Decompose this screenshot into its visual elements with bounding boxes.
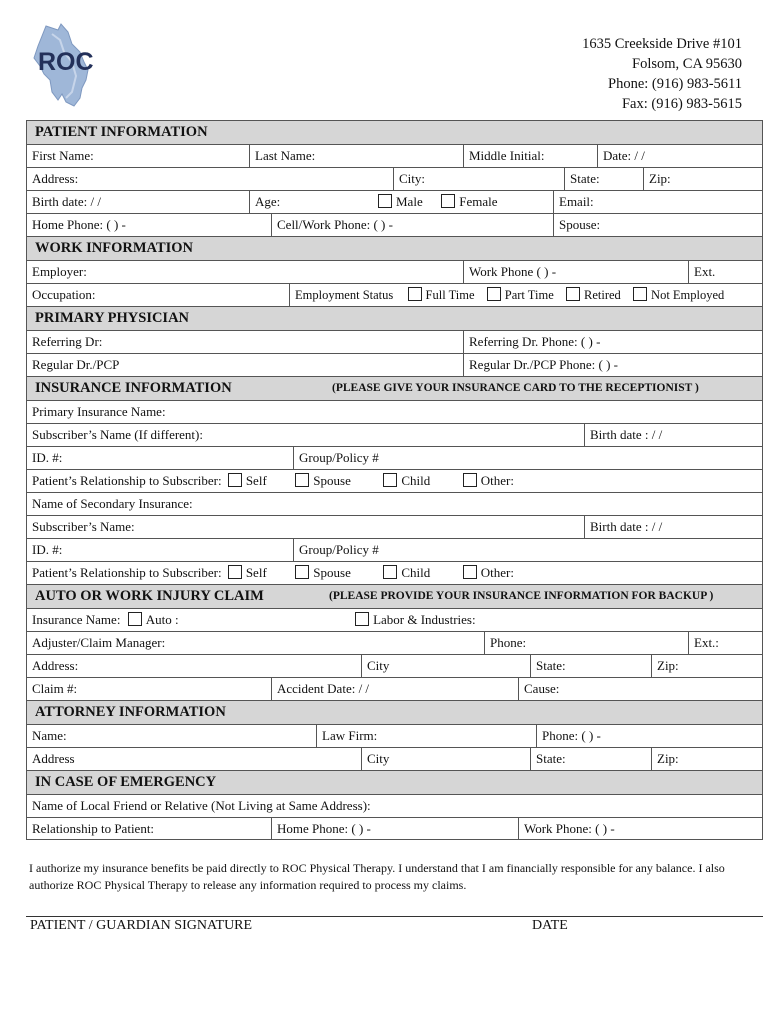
child-checkbox[interactable] xyxy=(383,565,397,579)
signature-date-label: DATE xyxy=(532,918,568,933)
adjuster-ext-field[interactable]: Ext.: xyxy=(688,632,762,654)
insurance-row-relationship-2 xyxy=(26,561,763,584)
female-checkbox[interactable] xyxy=(441,194,455,208)
logo-map-icon xyxy=(28,22,108,108)
email-field[interactable]: Email: xyxy=(553,191,762,213)
emergency-work-phone-field[interactable]: Work Phone: ( ) - xyxy=(518,818,762,839)
age-field[interactable]: Age: xyxy=(249,191,373,213)
labor-industries-checkbox[interactable] xyxy=(355,612,369,626)
patient-row-address xyxy=(26,167,763,190)
gender-options xyxy=(373,191,553,213)
work-row-occupation xyxy=(26,283,763,306)
patient-row-phone xyxy=(26,213,763,236)
intake-form xyxy=(26,120,763,840)
secondary-id-field[interactable]: ID. #: xyxy=(32,542,63,557)
auto-row-adjuster xyxy=(26,631,763,654)
state-field[interactable]: State: xyxy=(564,168,643,190)
attorney-row-address xyxy=(26,747,763,770)
secondary-group-policy-field[interactable]: Group/Policy # xyxy=(293,539,762,561)
emergency-row-relationship xyxy=(26,817,763,840)
full-time-checkbox[interactable] xyxy=(408,287,422,301)
attorney-address-field[interactable]: Address xyxy=(32,751,75,766)
occupation-field[interactable]: Occupation: xyxy=(32,287,96,302)
section-insurance-information xyxy=(26,376,763,400)
city-field[interactable]: City: xyxy=(393,168,564,190)
auto-label: Auto : xyxy=(145,612,179,627)
insurance-name-label: Insurance Name: xyxy=(32,612,121,627)
claim-state-field[interactable]: State: xyxy=(530,655,651,677)
referring-dr-field[interactable]: Referring Dr: xyxy=(32,334,103,349)
full-time-label: Full Time xyxy=(425,288,475,302)
attorney-zip-field[interactable]: Zip: xyxy=(651,748,762,770)
female-label: Female xyxy=(459,194,498,209)
child-label: Child xyxy=(401,565,431,580)
section-title: WORK INFORMATION xyxy=(35,240,194,256)
emergency-contact-field[interactable]: Name of Local Friend or Relative (Not Living at Same Address): xyxy=(32,798,371,813)
section-emergency xyxy=(26,770,763,794)
relationship-options xyxy=(27,470,762,492)
emergency-home-phone-field[interactable]: Home Phone: ( ) - xyxy=(271,818,518,839)
section-title: AUTO OR WORK INJURY CLAIM xyxy=(35,588,264,604)
adjuster-phone-field[interactable]: Phone: xyxy=(484,632,688,654)
subscriber-name-field[interactable]: Subscriber’s Name (If different): xyxy=(32,427,203,442)
home-phone-field[interactable]: Home Phone: ( ) - xyxy=(32,217,126,232)
child-checkbox[interactable] xyxy=(383,473,397,487)
insurance-id-field[interactable]: ID. #: xyxy=(32,450,63,465)
claim-type-options xyxy=(27,609,762,631)
physician-row-regular xyxy=(26,353,763,376)
attorney-phone-field[interactable]: Phone: ( ) - xyxy=(536,725,762,747)
other-checkbox[interactable] xyxy=(463,565,477,579)
section-title: PATIENT INFORMATION xyxy=(35,124,208,140)
clinic-phone: Phone: (916) 983-5611 xyxy=(608,76,742,92)
zip-field[interactable]: Zip: xyxy=(643,168,762,190)
child-label: Child xyxy=(401,473,431,488)
spouse-checkbox[interactable] xyxy=(295,473,309,487)
other-checkbox[interactable] xyxy=(463,473,477,487)
backup-note: (PLEASE PROVIDE YOUR INSURANCE INFORMATION FOR BACKUP ) xyxy=(329,590,714,602)
physician-row-referring xyxy=(26,330,763,353)
labor-industries-label: Labor & Industries: xyxy=(373,612,476,627)
attorney-name-field[interactable]: Name: xyxy=(32,728,67,743)
clinic-address xyxy=(582,34,742,114)
auto-row-claim xyxy=(26,677,763,700)
primary-insurance-name-field[interactable]: Primary Insurance Name: xyxy=(32,404,166,419)
self-label: Self xyxy=(245,565,267,580)
employment-status-label: Employment Status xyxy=(295,288,394,302)
insurance-row-id-2 xyxy=(26,538,763,561)
regular-dr-phone-field[interactable]: Regular Dr./PCP Phone: ( ) - xyxy=(463,354,762,376)
section-primary-physician xyxy=(26,306,763,330)
claim-city-field[interactable]: City xyxy=(361,655,530,677)
section-patient-information xyxy=(26,120,763,144)
section-auto-work-injury xyxy=(26,584,763,608)
male-checkbox[interactable] xyxy=(378,194,392,208)
birth-date-field[interactable]: Birth date: / / xyxy=(32,194,101,209)
male-label: Male xyxy=(396,194,423,209)
insurance-card-note: (PLEASE GIVE YOUR INSURANCE CARD TO THE RECEPTIONIST ) xyxy=(332,382,699,394)
spouse-field[interactable]: Spouse: xyxy=(553,214,762,236)
work-row-employer xyxy=(26,260,763,283)
address-line-1: 1635 Creekside Drive #101 xyxy=(582,36,742,52)
secondary-birth-date-field[interactable]: Birth date : / / xyxy=(584,516,762,538)
part-time-label: Part Time xyxy=(504,288,554,302)
group-policy-field[interactable]: Group/Policy # xyxy=(293,447,762,469)
subscriber-birth-date-field[interactable]: Birth date : / / xyxy=(584,424,762,446)
work-ext-field[interactable]: Ext. xyxy=(688,261,762,283)
law-firm-field[interactable]: Law Firm: xyxy=(316,725,536,747)
not-employed-checkbox[interactable] xyxy=(633,287,647,301)
claim-zip-field[interactable]: Zip: xyxy=(651,655,762,677)
auto-row-address xyxy=(26,654,763,677)
patient-row-names xyxy=(26,144,763,167)
relationship-label: Patient’s Relationship to Subscriber: xyxy=(32,565,222,580)
employment-status-options xyxy=(289,284,762,306)
attorney-city-field[interactable]: City xyxy=(361,748,530,770)
auto-row-insurance xyxy=(26,608,763,631)
logo-text: ROC xyxy=(38,48,94,76)
roc-logo xyxy=(28,22,108,108)
middle-initial-field[interactable]: Middle Initial: xyxy=(463,145,597,167)
section-title: ATTORNEY INFORMATION xyxy=(35,704,226,720)
emergency-row-contact xyxy=(26,794,763,817)
section-title: PRIMARY PHYSICIAN xyxy=(35,310,190,326)
consent-statement: I authorize my insurance benefits be paid directly to ROC Physical Therapy. I understand that I am financially responsible for any balance. I also authorize ROC Physical Therapy to release any information required to process my claims. xyxy=(29,861,725,892)
part-time-checkbox[interactable] xyxy=(487,287,501,301)
first-name-field[interactable]: First Name: xyxy=(32,148,94,163)
insurance-row-id xyxy=(26,446,763,469)
signature-line xyxy=(26,916,763,917)
section-title: INSURANCE INFORMATION xyxy=(35,380,232,396)
patient-row-birth xyxy=(26,190,763,213)
insurance-row-relationship xyxy=(26,469,763,492)
cell-work-phone-field[interactable]: Cell/Work Phone: ( ) - xyxy=(271,214,553,236)
emergency-relationship-field[interactable]: Relationship to Patient: xyxy=(32,821,155,836)
retired-checkbox[interactable] xyxy=(566,287,580,301)
secondary-subscriber-name-field[interactable]: Subscriber’s Name: xyxy=(32,519,135,534)
secondary-insurance-name-field[interactable]: Name of Secondary Insurance: xyxy=(32,496,193,511)
date-field[interactable]: Date: / / xyxy=(597,145,762,167)
cause-field[interactable]: Cause: xyxy=(518,678,762,700)
section-work-information xyxy=(26,236,763,260)
referring-dr-phone-field[interactable]: Referring Dr. Phone: ( ) - xyxy=(463,331,762,353)
other-label: Other: xyxy=(480,473,514,488)
retired-label: Retired xyxy=(584,288,621,302)
section-title: IN CASE OF EMERGENCY xyxy=(35,774,217,790)
claim-address-field[interactable]: Address: xyxy=(32,658,79,673)
patient-signature-label: PATIENT / GUARDIAN SIGNATURE xyxy=(30,918,253,933)
attorney-state-field[interactable]: State: xyxy=(530,748,651,770)
spouse-checkbox[interactable] xyxy=(295,565,309,579)
section-attorney-information xyxy=(26,700,763,724)
spouse-label: Spouse xyxy=(313,565,351,580)
self-label: Self xyxy=(245,473,267,488)
clinic-fax: Fax: (916) 983-5615 xyxy=(621,96,742,112)
insurance-row-primary xyxy=(26,400,763,423)
work-phone-field[interactable]: Work Phone ( ) - xyxy=(463,261,688,283)
address-field[interactable]: Address: xyxy=(32,171,79,186)
accident-date-field[interactable]: Accident Date: / / xyxy=(271,678,518,700)
insurance-row-subscriber xyxy=(26,423,763,446)
other-label: Other: xyxy=(480,565,514,580)
self-checkbox[interactable] xyxy=(228,473,242,487)
relationship-label: Patient’s Relationship to Subscriber: xyxy=(32,473,222,488)
employer-field[interactable]: Employer: xyxy=(32,264,87,279)
insurance-row-subscriber-2 xyxy=(26,515,763,538)
secondary-relationship-options xyxy=(27,562,762,584)
self-checkbox[interactable] xyxy=(228,565,242,579)
claim-number-field[interactable]: Claim #: xyxy=(32,681,78,696)
not-employed-label: Not Employed xyxy=(651,288,725,302)
auto-checkbox[interactable] xyxy=(128,612,142,626)
adjuster-field[interactable]: Adjuster/Claim Manager: xyxy=(32,635,166,650)
spouse-label: Spouse xyxy=(313,473,351,488)
address-line-2: Folsom, CA 95630 xyxy=(632,56,742,72)
insurance-row-secondary xyxy=(26,492,763,515)
last-name-field[interactable]: Last Name: xyxy=(249,145,463,167)
attorney-row-name xyxy=(26,724,763,747)
regular-dr-field[interactable]: Regular Dr./PCP xyxy=(32,357,120,372)
